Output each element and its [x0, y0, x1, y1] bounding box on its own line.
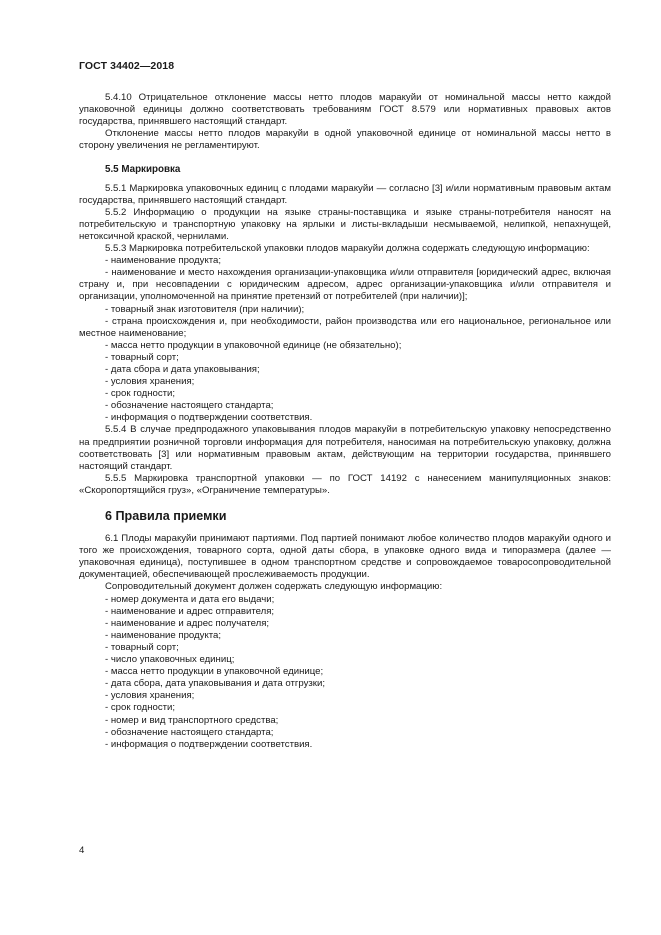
list-item: - дата сбора, дата упаковывания и дата отгрузки;: [105, 678, 326, 690]
document-info-list: [79, 594, 611, 751]
list-item: - срок годности;: [105, 702, 176, 714]
section-heading-6: 6 Правила приемки: [105, 509, 227, 523]
page-number: 4: [79, 845, 85, 856]
list-item: - товарный сорт;: [105, 641, 179, 653]
paragraph-5-5-4: 5.5.4 В случае предпродажного упаковывания плодов маракуйи в потребительскую упаковку непосредственно на предприятии розничной торговли информация для потребителя, наносимая на потребительскую упаковку, должна соответствовать [3] или нормативным правовым актам, действующим на территории государства, принявшего настоящий стандарт.: [79, 424, 611, 472]
list-item: - наименование и адрес отправителя;: [105, 605, 275, 617]
paragraph-5-4-10-note: Отклонение массы нетто плодов маракуйи в одной упаковочной единице от номинальной массы нетто в сторону увеличения не регламентируют.: [79, 128, 611, 152]
list-item: - информация о подтверждении соответствия.: [105, 738, 313, 750]
list-item: - условия хранения;: [105, 376, 195, 388]
list-item: - наименование продукта;: [105, 255, 222, 267]
list-item: - дата сбора и дата упаковывания;: [105, 363, 260, 375]
list-item: - страна происхождения и, при необходимости, район производства или его национальное, региональное или местное наименование;: [79, 315, 611, 339]
list-item: - число упаковочных единиц;: [105, 654, 235, 666]
list-item: - масса нетто продукции в упаковочной единице;: [105, 666, 324, 678]
list-item: - наименование и адрес получателя;: [105, 617, 270, 629]
document-header: ГОСТ 34402—2018: [79, 60, 175, 72]
list-item: - наименование и место нахождения организации-упаковщика и/или отправителя [юридический адрес, включая страну и, при несовпадении с юридическим адресом, адрес организации-упаковщика и/или отправителя и организации, уполномоченной на принятие претензий от потребителей (при наличии)];: [79, 267, 611, 303]
list-item: - масса нетто продукции в упаковочной единице (не обязательно);: [105, 339, 402, 351]
list-item: - информация о подтверждении соответствия.: [105, 412, 313, 424]
list-item: - товарный сорт;: [105, 351, 179, 363]
paragraph-6-1-document: Сопроводительный документ должен содержать следующую информацию:: [105, 581, 443, 593]
list-item: - обозначение настоящего стандарта;: [105, 400, 274, 412]
list-item: - наименование продукта;: [105, 629, 222, 641]
list-item: - товарный знак изготовителя (при наличии);: [105, 303, 305, 315]
paragraph-5-5-5: 5.5.5 Маркировка транспортной упаковки — по ГОСТ 14192 с нанесением манипуляционных знаков: «Скоропортящийся груз», «Ограничение температуры».: [79, 472, 611, 496]
paragraph-5-5-1: 5.5.1 Маркировка упаковочных единиц с плодами маракуйи — согласно [3] и/или нормативным правовым актам государства, принявшего настоящий стандарт.: [79, 182, 611, 206]
paragraph-5-4-10: 5.4.10 Отрицательное отклонение массы нетто плодов маракуйи от номинальной массы нетто каждой упаковочной единицы должно соответствовать требованиям ГОСТ 8.579 или нормативных правовых актов государства, принявшего настоящий стандарт.: [79, 92, 611, 128]
section-heading-5-5: 5.5 Маркировка: [105, 164, 181, 176]
paragraph-5-5-3: 5.5.3 Маркировка потребительской упаковки плодов маракуйи должна содержать следующую информацию:: [105, 243, 590, 255]
paragraph-6-1: 6.1 Плоды маракуйи принимают партиями. Под партией понимают любое количество плодов маракуйи одного и того же происхождения, товарного сорта, одной даты сбора, в упаковке одного вида и типоразмера (далее — упаковочная единица), поступившее в одном транспортном средстве и сопровождаемое товаросопроводительной документацией, обеспечивающей прослеживаемость продукции.: [79, 533, 611, 581]
list-item: - номер и вид транспортного средства;: [105, 714, 279, 726]
paragraph-5-5-2: 5.5.2 Информацию о продукции на языке страны-поставщика и языке страны-потребителя наносят на потребительскую и транспортную упаковку на ярлыки и листы-вкладыши несмываемой, нелипкой, непахнущей, нетоксичной краской, чернилами.: [79, 206, 611, 242]
list-item: - номер документа и дата его выдачи;: [105, 593, 275, 605]
list-item: - условия хранения;: [105, 690, 195, 702]
marking-list: [79, 255, 611, 424]
list-item: - обозначение настоящего стандарта;: [105, 726, 274, 738]
list-item: - срок годности;: [105, 388, 176, 400]
page-content: [79, 92, 611, 751]
